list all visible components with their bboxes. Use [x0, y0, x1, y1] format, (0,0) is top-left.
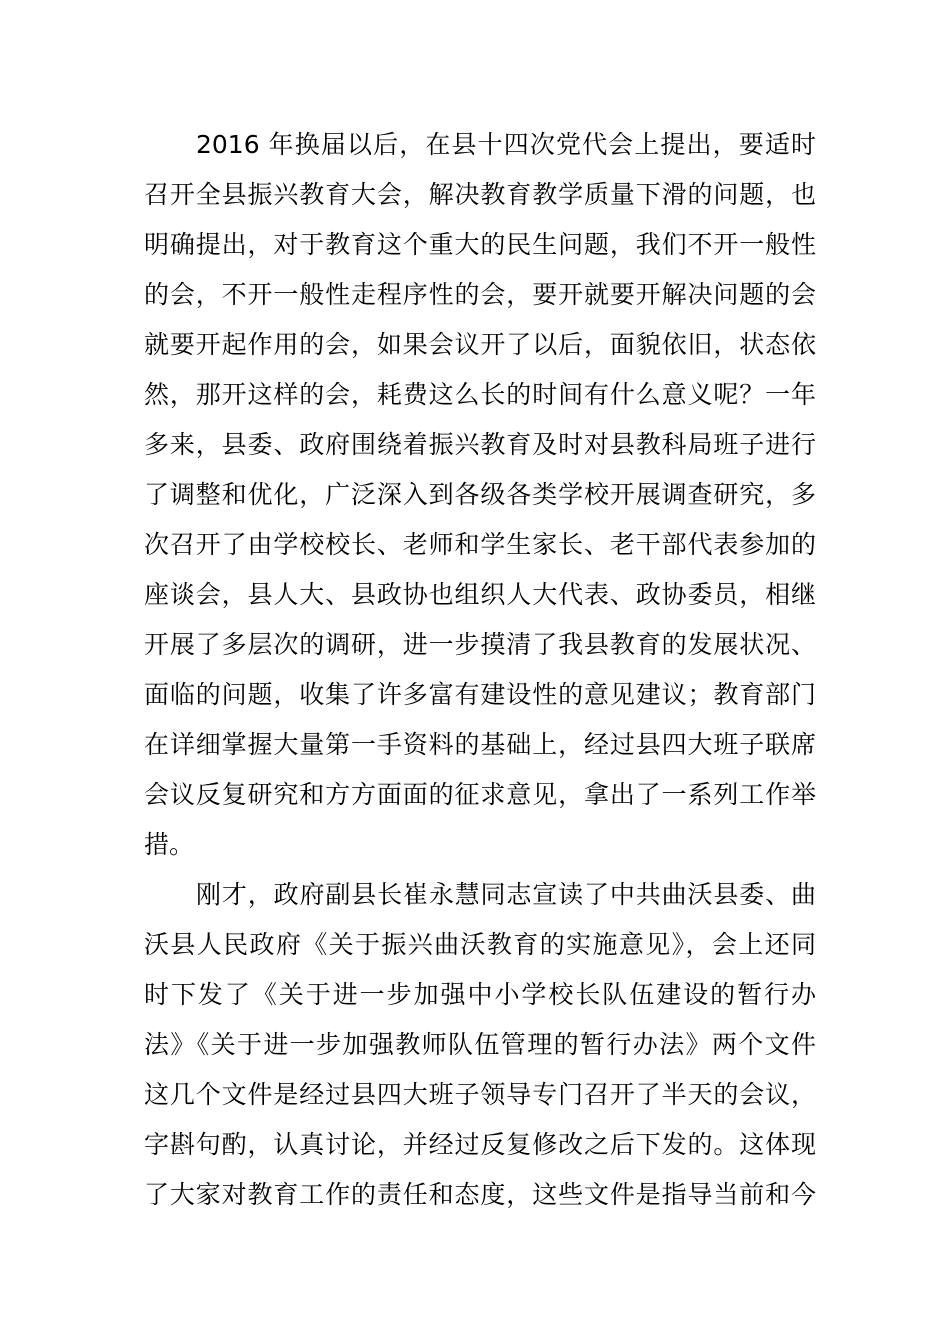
paragraph-2-line-1: 刚才，政府副县长崔永慧同志宣读了中共曲沃县委、曲	[196, 880, 816, 909]
paragraph-1-line-2: 召开全县振兴教育大会，解决教育教学质量下滑的问题，也	[144, 180, 816, 209]
paragraph-1-line-15: 措。	[144, 830, 195, 859]
paragraph-1-line-7: 多来，县委、政府围绕着振兴教育及时对县教科局班子进行	[144, 430, 816, 459]
paragraph-2-line-2: 沃县人民政府《关于振兴曲沃教育的实施意见》，会上还同	[144, 930, 816, 959]
paragraph-1-line-3: 明确提出，对于教育这个重大的民生问题，我们不开一般性	[144, 230, 816, 259]
paragraph-2-line-7: 了大家对教育工作的责任和态度，这些文件是指导当前和今	[144, 1180, 816, 1209]
paragraph-2-line-4: 法》《关于进一步加强教师队伍管理的暂行办法》两个文件	[144, 1030, 816, 1059]
paragraph-1-line-1: 2016 年换届以后，在县十四次党代会上提出，要适时	[196, 130, 816, 159]
paragraph-1-line-10: 座谈会，县人大、县政协也组织人大代表、政协委员，相继	[144, 580, 816, 609]
paragraph-2-line-3: 时下发了《关于进一步加强中小学校长队伍建设的暂行办	[144, 980, 816, 1009]
paragraph-2-line-5: 这几个文件是经过县四大班子领导专门召开了半天的会议，	[144, 1080, 816, 1109]
paragraph-1-line-13: 在详细掌握大量第一手资料的基础上，经过县四大班子联席	[144, 730, 816, 759]
paragraph-1-line-14: 会议反复研究和方方面面的征求意见，拿出了一系列工作举	[144, 780, 816, 809]
paragraph-1-line-6: 然，那开这样的会，耗费这么长的时间有什么意义呢？一年	[144, 380, 816, 409]
paragraph-1-line-4: 的会，不开一般性走程序性的会，要开就要开解决问题的会	[144, 280, 816, 309]
paragraph-1-line-11: 开展了多层次的调研，进一步摸清了我县教育的发展状况、	[144, 630, 816, 659]
paragraph-1-line-12: 面临的问题，收集了许多富有建设性的意见建议；教育部门	[144, 680, 816, 709]
paragraph-1-line-9: 次召开了由学校校长、老师和学生家长、老干部代表参加的	[144, 530, 816, 559]
paragraph-1-line-5: 就要开起作用的会，如果会议开了以后，面貌依旧，状态依	[144, 330, 816, 359]
paragraph-2-line-6: 字斟句酌，认真讨论，并经过反复修改之后下发的。这体现	[144, 1130, 816, 1159]
paragraph-1-line-8: 了调整和优化，广泛深入到各级各类学校开展调查研究，多	[144, 480, 816, 509]
